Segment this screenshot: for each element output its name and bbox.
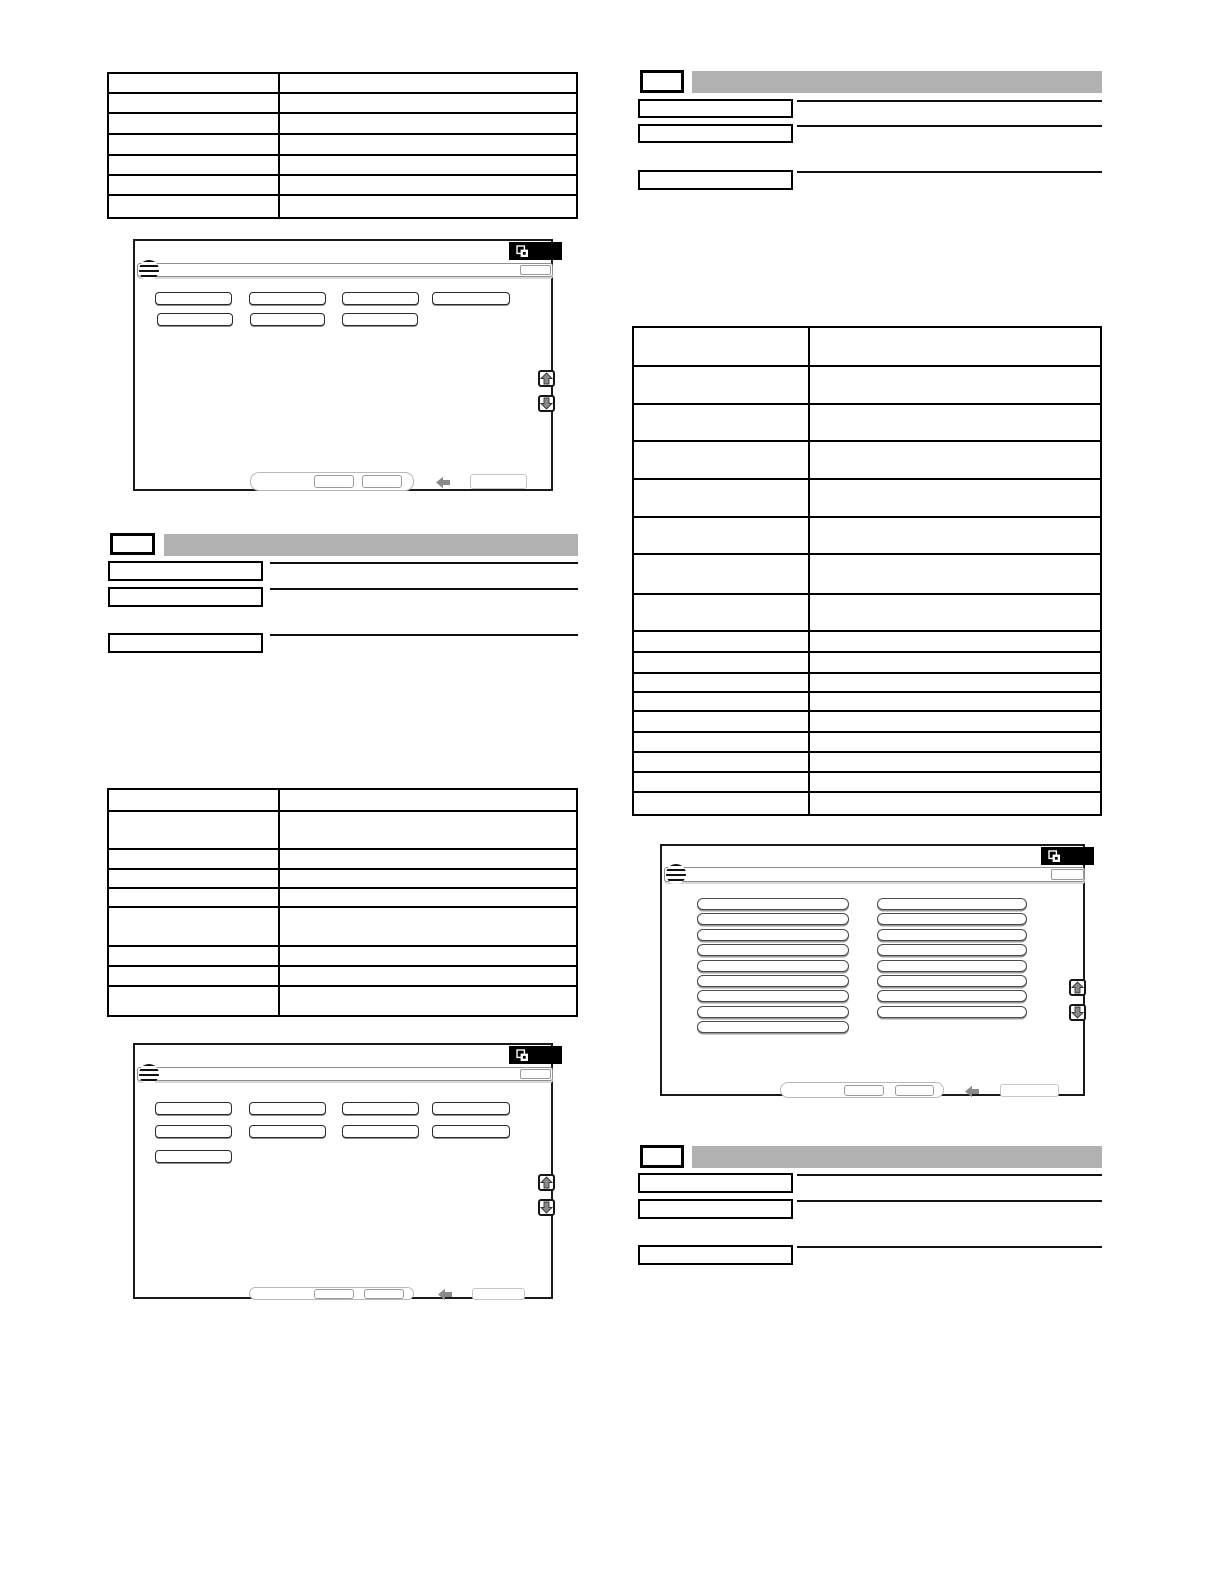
note-key-box [638,170,793,190]
table-cell-key [634,405,810,440]
table-cell-value [810,367,1100,403]
table-cell-key [634,674,810,691]
table-row [109,156,576,176]
table-cell-value [280,850,576,868]
note-key-box [108,561,263,581]
home-menu-icon[interactable] [139,260,159,280]
screen-list-button[interactable] [697,898,849,910]
bottom-bar-button[interactable] [314,1289,354,1299]
table-row [634,632,1100,653]
table-cell-key [634,793,810,814]
note-rule [797,1246,1102,1248]
note-key-box [638,1199,793,1219]
table-row [109,135,576,156]
table-row [634,442,1100,480]
table-cell-key [109,135,280,154]
note-section-right-top-badge [640,70,684,93]
note-section-right-top-header-bar [692,71,1102,93]
table-row [109,790,576,812]
back-arrow[interactable] [435,476,451,489]
table-row [634,793,1100,814]
table-cell-key [109,889,280,906]
bottom-end-button[interactable] [470,474,527,489]
table-cell-key [634,733,810,751]
scroll-down-icon [540,397,553,410]
table-cell-key [109,94,280,112]
scroll-up-icon [1071,981,1084,994]
scroll-up-button[interactable] [1069,979,1086,996]
note-key-box [108,587,263,607]
note-rule [270,634,578,636]
table-cell-value [810,328,1100,365]
table-cell-key [634,595,810,630]
screen-button[interactable] [155,1125,232,1138]
bottom-bar-button[interactable] [364,1289,404,1299]
note-section-left-header-bar [164,534,578,556]
spec-table-top-left [107,72,578,219]
table-row [109,947,576,967]
bottom-end-button[interactable] [472,1288,525,1300]
table-cell-value [810,793,1100,814]
menubar-button[interactable] [520,265,551,275]
table-cell-key [634,555,810,593]
bottom-bar-button[interactable] [314,475,354,488]
table-cell-key [109,156,280,174]
table-cell-key [109,850,280,868]
menubar-button[interactable] [520,1069,551,1079]
table-row [109,850,576,870]
table-row [109,94,576,114]
table-cell-value [810,653,1100,672]
table-cell-value [280,114,576,133]
home-menu-icon[interactable] [666,864,686,884]
note-rule [797,171,1102,173]
table-cell-value [280,889,576,906]
screen-button[interactable] [249,1125,326,1138]
screen-button[interactable] [249,292,326,305]
table-row [109,987,576,1015]
screen-list-button[interactable] [697,913,849,925]
note-rule [797,125,1102,127]
table-row [109,74,576,94]
table-cell-key [109,114,280,133]
table-row [634,753,1100,773]
table-cell-key [634,653,810,672]
bottom-bar-button[interactable] [895,1085,934,1096]
table-row [634,405,1100,442]
screen-button[interactable] [342,313,418,326]
table-cell-key [109,812,280,848]
screen-menubar[interactable] [137,1067,553,1081]
screen-button[interactable] [342,1102,419,1115]
table-row [109,114,576,135]
table-row [109,812,576,850]
table-cell-key [634,712,810,731]
screen-list-button[interactable] [697,975,849,987]
table-row [634,518,1100,555]
table-cell-value [280,196,576,217]
back-arrow-icon [964,1085,980,1098]
table-cell-key [109,870,280,887]
note-key-box [638,1173,793,1193]
table-cell-value [280,790,576,810]
table-cell-key [109,196,280,217]
screen-list-button[interactable] [877,944,1027,956]
table-cell-value [280,74,576,92]
table-cell-value [810,632,1100,651]
note-key-box [638,99,793,118]
table-cell-value [810,733,1100,751]
screen-menubar[interactable] [137,263,553,277]
table-row [634,480,1100,518]
screen-button[interactable] [157,313,233,326]
screen-list-button[interactable] [697,929,849,941]
table-row [634,773,1100,793]
note-rule [797,100,1102,102]
note-rule [797,1174,1102,1176]
note-rule [797,1200,1102,1202]
back-arrow-icon [435,476,451,489]
screen-list-button[interactable] [697,1021,849,1033]
note-key-box [638,124,793,143]
screen-titlebar [509,1046,562,1064]
copies-icon [516,1049,529,1062]
table-cell-value [810,693,1100,710]
screen-button[interactable] [250,313,325,326]
table-cell-value [810,555,1100,593]
scroll-down-icon [1071,1006,1084,1019]
table-cell-key [634,693,810,710]
screen-list-button[interactable] [877,913,1027,925]
table-cell-key [109,176,280,194]
scroll-up-button[interactable] [538,1174,555,1191]
copies-icon [516,245,529,258]
screen-list-button[interactable] [877,975,1027,987]
screen-button[interactable] [155,1150,232,1163]
table-cell-value [810,712,1100,731]
table-row [634,733,1100,753]
touch-screen-2 [133,1043,553,1299]
screen-button[interactable] [432,1125,510,1138]
screen-button[interactable] [342,292,419,305]
table-row [634,555,1100,595]
table-row [109,196,576,217]
table-row [109,870,576,889]
table-cell-value [810,442,1100,478]
table-cell-value [280,870,576,887]
screen-list-button[interactable] [697,1006,849,1018]
table-cell-value [810,518,1100,553]
note-rule [270,562,578,564]
bottom-end-button[interactable] [1000,1084,1059,1097]
table-cell-key [109,74,280,92]
scroll-up-button[interactable] [538,370,555,387]
table-cell-key [634,753,810,771]
table-row [634,653,1100,674]
screen-button[interactable] [432,292,510,305]
screen-titlebar [509,242,562,260]
spec-table-right [632,326,1102,816]
table-cell-key [634,632,810,651]
scroll-down-button[interactable] [1069,1004,1086,1021]
table-cell-value [280,176,576,194]
scroll-up-icon [540,372,553,385]
table-row [109,176,576,196]
note-key-box [638,1245,793,1265]
note-rule [270,588,578,590]
table-cell-key [634,773,810,791]
table-row [109,889,576,908]
table-cell-key [109,908,280,945]
table-cell-key [634,480,810,516]
copies-icon [1048,850,1061,863]
screen-list-button[interactable] [877,929,1027,941]
screen-button[interactable] [342,1125,419,1138]
screen-list-button[interactable] [877,1006,1027,1018]
table-cell-value [280,812,576,848]
scroll-down-button[interactable] [538,395,555,412]
table-row [634,674,1100,693]
screen-list-button[interactable] [697,944,849,956]
table-cell-value [810,595,1100,630]
table-cell-value [810,753,1100,771]
table-cell-value [810,480,1100,516]
screen-button[interactable] [432,1102,510,1115]
table-cell-key [634,518,810,553]
table-cell-value [810,405,1100,440]
screen-list-button[interactable] [877,898,1027,910]
note-key-box [108,633,263,653]
table-cell-key [634,367,810,403]
table-cell-value [810,674,1100,691]
note-section-right-bottom-header-bar [692,1146,1102,1168]
table-row [109,908,576,947]
table-row [634,693,1100,712]
screen-list-button[interactable] [877,960,1027,972]
touch-screen-1 [133,239,553,491]
table-cell-value [280,156,576,174]
table-cell-value [280,908,576,945]
screen-list-button[interactable] [697,990,849,1002]
table-cell-value [280,94,576,112]
table-cell-value [280,947,576,965]
table-cell-value [280,987,576,1015]
table-cell-key [634,328,810,365]
screen-titlebar [1041,847,1094,865]
scroll-up-icon [540,1176,553,1189]
back-arrow-icon [437,1288,453,1301]
table-cell-value [280,967,576,985]
screen-button[interactable] [155,1102,232,1115]
back-arrow[interactable] [964,1085,980,1098]
table-row [634,367,1100,405]
table-row [634,712,1100,733]
menubar-button[interactable] [1051,869,1084,880]
screen-list-button[interactable] [877,990,1027,1002]
home-menu-icon[interactable] [139,1064,159,1084]
bottom-bar-button[interactable] [844,1085,884,1096]
table-row [109,967,576,987]
screen-button[interactable] [155,292,232,305]
scroll-down-button[interactable] [538,1199,555,1216]
table-row [634,328,1100,367]
table-cell-key [634,442,810,478]
touch-screen-3 [660,844,1085,1096]
screen-button[interactable] [249,1102,326,1115]
table-row [634,595,1100,632]
table-cell-key [109,790,280,810]
screen-list-button[interactable] [697,960,849,972]
bottom-bar-button[interactable] [362,475,402,488]
table-cell-value [280,135,576,154]
note-section-right-bottom-badge [640,1145,684,1168]
back-arrow[interactable] [437,1288,453,1301]
note-section-left-badge [110,533,155,555]
scroll-down-icon [540,1201,553,1214]
screen-menubar[interactable] [664,867,1085,882]
table-cell-key [109,987,280,1015]
table-cell-value [810,773,1100,791]
spec-table-mid-left [107,788,578,1017]
table-cell-key [109,947,280,965]
table-cell-key [109,967,280,985]
